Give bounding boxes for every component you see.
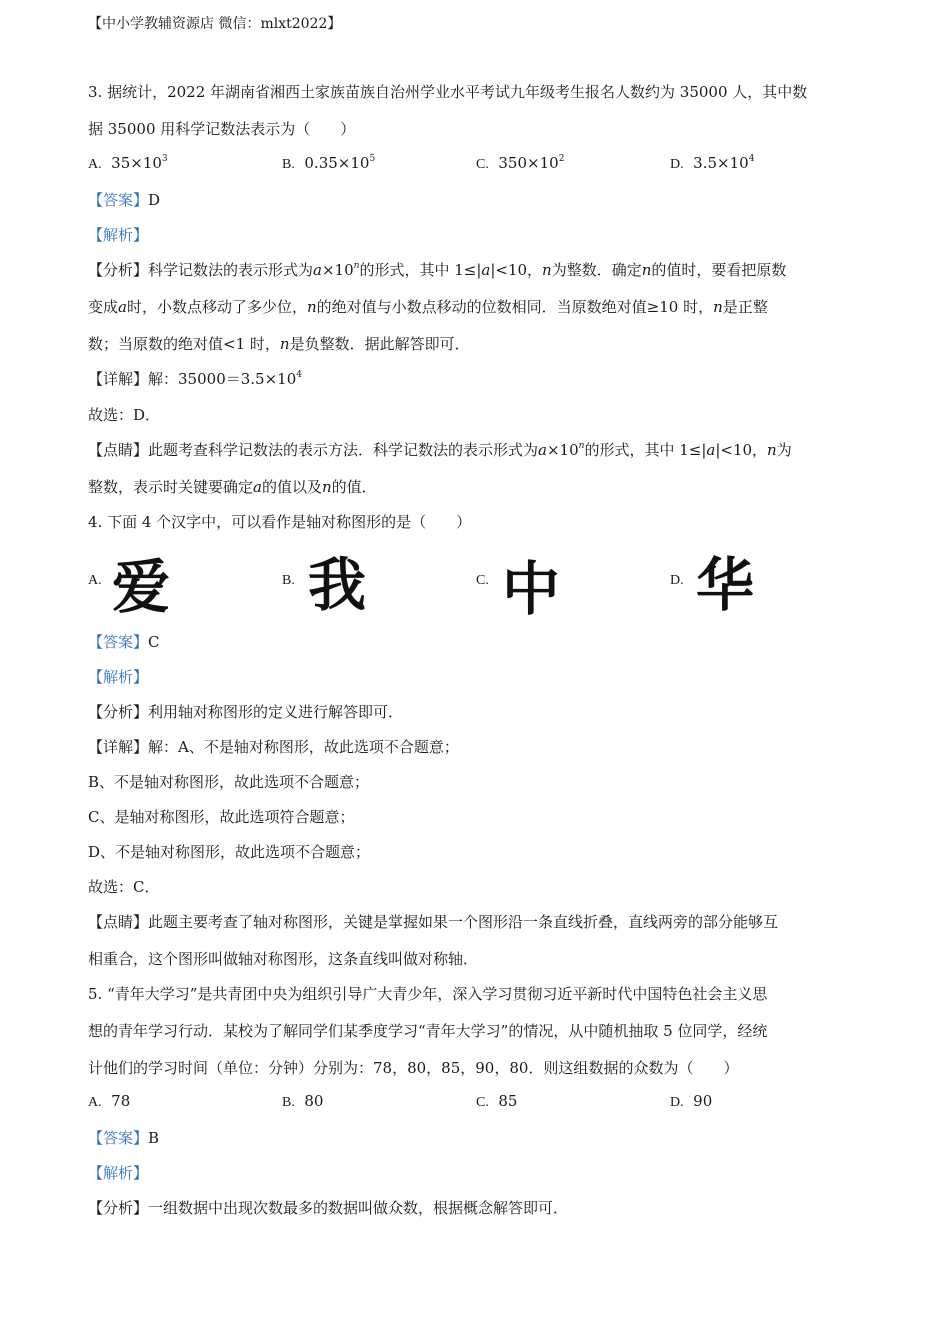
q5-stem-line2: 想的青年学习行动．某校为了解同学们某季度学习“青年大学习”的情况，从中随机抽取 5 位同学，经统 <box>88 1022 768 1040</box>
var-n: n <box>713 298 723 316</box>
option-label: B. <box>282 157 295 172</box>
q3-answer <box>88 189 160 210</box>
dianjing-text: 此题主要考查了轴对称图形，关键是掌握如果一个图形沿一条直线折叠，直线两旁的部分能够互 <box>148 913 779 931</box>
q3-dianjing-line2 <box>88 476 377 497</box>
q4-option-d-label: D. <box>670 573 684 588</box>
q3-fenxi-line1 <box>88 259 786 280</box>
page-header: 【中小学教辅资源店 微信：mlxt2022】 <box>88 16 342 32</box>
text: 的值时，要看把原数 <box>651 261 787 279</box>
text: 为整数．确定 <box>551 261 642 279</box>
option-value: 35×10 <box>111 154 162 172</box>
fenxi-text: 利用轴对称图形的定义进行解答即可． <box>148 703 404 721</box>
option-label: C. <box>476 157 489 172</box>
fenxi-text: 一组数据中出现次数最多的数据叫做众数，根据概念解答即可． <box>148 1199 569 1217</box>
q4-option-d-char: 华 <box>696 551 755 619</box>
text: 时，小数点移动了多少位， <box>126 298 307 316</box>
q4-conclusion: 故选：C． <box>88 878 160 896</box>
xiangjie-tag: 【详解】 <box>88 738 149 756</box>
q3-analysis-heading: 【解析】 <box>88 226 149 244</box>
q4-line-d: D、不是轴对称图形，故此选项不合题意； <box>88 843 371 861</box>
option-label: D. <box>670 157 684 172</box>
answer-tag: 【答案】 <box>88 633 149 651</box>
fenxi-tag: 【分析】 <box>88 1199 149 1217</box>
q4-fenxi <box>88 701 403 722</box>
xiangjie-tag: 【详解】 <box>88 370 149 388</box>
var-a: a <box>481 261 491 279</box>
answer-value: D <box>148 191 161 209</box>
q5-stem-line1: 5. “青年大学习”是共青团中央为组织引导广大青少年，深入学习贯彻习近平新时代中国特色社会主义思 <box>88 985 768 1003</box>
option-label: A. <box>88 1095 102 1110</box>
q4-option-c-char: 中 <box>502 555 561 623</box>
option-value: 90 <box>693 1092 713 1110</box>
q3-option-c <box>476 154 564 173</box>
var-n: n <box>578 441 585 451</box>
answer-value: C <box>148 633 160 651</box>
option-label: B. <box>282 1095 295 1110</box>
text: 此题考查科学记数法的表示方法．科学记数法的表示形式为 <box>148 441 539 459</box>
option-value: 0.35×10 <box>304 154 370 172</box>
var-n: n <box>279 335 290 353</box>
option-label: A. <box>88 157 102 172</box>
q5-analysis-heading: 【解析】 <box>88 1164 149 1182</box>
text: 变成 <box>88 298 119 316</box>
text: 的值以及 <box>261 478 322 496</box>
text: 的形式，其中 1≤| <box>584 441 707 459</box>
q3-stem-line2: 据 35000 用科学记数法表示为（ ） <box>88 120 356 138</box>
answer-value: B <box>148 1129 160 1147</box>
q3-xiangjie <box>88 368 302 389</box>
exponent: 2 <box>558 154 565 164</box>
text: 整数，表示时关键要确定 <box>88 478 254 496</box>
q3-fenxi-line3 <box>88 333 470 354</box>
xiangjie-text: 解：35000＝3.5×10 <box>148 370 297 388</box>
text: 为 <box>776 441 792 459</box>
text: ×10 <box>546 441 579 459</box>
var-n: n <box>641 261 652 279</box>
option-value: 80 <box>304 1092 324 1110</box>
var-a: a <box>706 441 716 459</box>
text: 是负整数．据此解答即可． <box>289 335 470 353</box>
q4-option-b-label: B. <box>282 573 295 588</box>
option-value: 3.5×10 <box>693 154 749 172</box>
var-a: a <box>538 441 547 459</box>
text: 的绝对值与小数点移动的位数相同．当原数绝对值≥10 时， <box>316 298 714 316</box>
var-a: a <box>118 298 127 316</box>
text: 数；当原数的绝对值<1 时， <box>88 335 280 353</box>
q4-answer <box>88 631 160 652</box>
q5-option-a <box>88 1092 130 1111</box>
q4-option-b-char: 我 <box>308 551 367 619</box>
q4-analysis-heading: 【解析】 <box>88 668 149 686</box>
answer-tag: 【答案】 <box>88 191 149 209</box>
text: |<10， <box>490 261 543 279</box>
q4-stem: 4. 下面 4 个汉字中，可以看作是轴对称图形的是（ ） <box>88 513 472 531</box>
text: 是正整 <box>722 298 768 316</box>
dianjing-tag: 【点睛】 <box>88 913 149 931</box>
text: 的值． <box>331 478 377 496</box>
text: |<10， <box>715 441 768 459</box>
q5-option-b <box>282 1092 323 1111</box>
answer-tag: 【答案】 <box>88 1129 149 1147</box>
q3-conclusion: 故选：D． <box>88 406 161 424</box>
q4-dianjing-line2: 相重合，这个图形叫做轴对称图形，这条直线叫做对称轴． <box>88 950 479 968</box>
option-label: C. <box>476 1095 489 1110</box>
text: 科学记数法的表示形式为 <box>148 261 314 279</box>
q3-option-a <box>88 154 168 173</box>
q4-option-a-label: A. <box>88 573 102 588</box>
q3-fenxi-line2 <box>88 296 768 317</box>
q5-answer <box>88 1127 159 1148</box>
var-n: n <box>306 298 317 316</box>
option-value: 78 <box>111 1092 131 1110</box>
xiangjie-text: 解：A、不是轴对称图形，故此选项不合题意； <box>148 738 459 756</box>
option-label: D. <box>670 1095 684 1110</box>
exponent: 4 <box>748 154 755 164</box>
option-value: 85 <box>498 1092 518 1110</box>
var-a: a <box>253 478 262 496</box>
q3-option-d <box>670 154 754 173</box>
q3-stem-line1: 3. 据统计，2022 年湖南省湘西土家族苗族自治州学业水平考试九年级考生报名人数约为 35000 人，其中数 <box>88 83 808 101</box>
fenxi-tag: 【分析】 <box>88 261 149 279</box>
q3-option-b <box>282 154 375 173</box>
exponent: 4 <box>296 370 302 380</box>
q4-option-a-char: 爱 <box>112 553 171 621</box>
var-n: n <box>767 441 777 459</box>
q4-xiangjie <box>88 736 459 757</box>
q4-dianjing-line1 <box>88 911 778 932</box>
text: 的形式，其中 1≤| <box>359 261 482 279</box>
exponent: 5 <box>369 154 376 164</box>
q4-line-b: B、不是轴对称图形，故此选项不合题意； <box>88 773 370 791</box>
var-a: a <box>313 261 322 279</box>
dianjing-tag: 【点睛】 <box>88 441 149 459</box>
var-n: n <box>321 478 332 496</box>
q4-line-c: C、是轴对称图形，故此选项符合题意； <box>88 808 355 826</box>
exponent: 3 <box>161 154 168 164</box>
var-n: n <box>542 261 552 279</box>
q5-stem-line3: 计他们的学习时间（单位：分钟）分别为：78，80，85，90，80．则这组数据的众数为（ ） <box>88 1059 739 1077</box>
q3-dianjing-line1 <box>88 439 792 460</box>
fenxi-tag: 【分析】 <box>88 703 149 721</box>
text: ×10 <box>321 261 354 279</box>
q5-option-d <box>670 1092 712 1111</box>
q4-option-c-label: C. <box>476 573 489 588</box>
q5-fenxi <box>88 1197 568 1218</box>
var-n: n <box>353 261 360 271</box>
option-value: 350×10 <box>498 154 559 172</box>
q5-option-c <box>476 1092 517 1111</box>
